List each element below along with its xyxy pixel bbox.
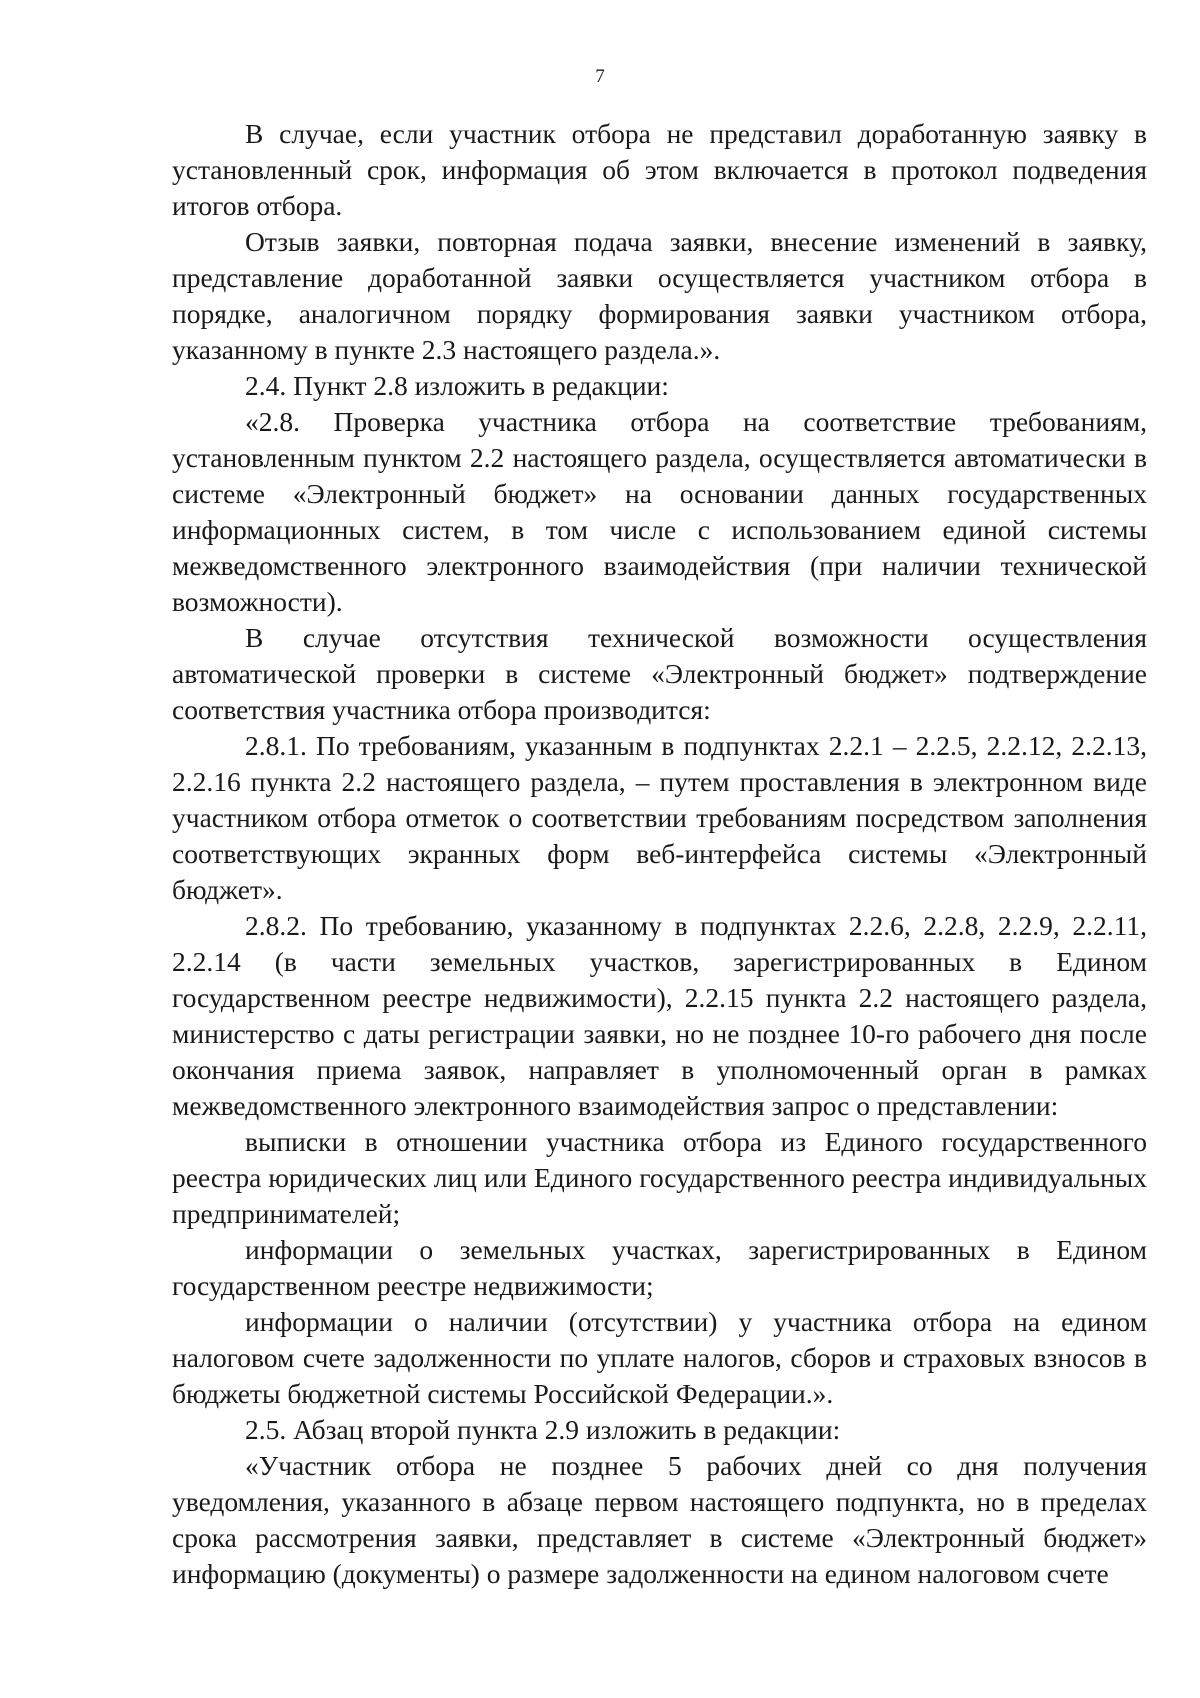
document-body [172,116,1147,1592]
paragraph: информации о земельных участках, зарегистрированных в Едином государственном реестре недвижимости; [172,1234,1147,1301]
paragraph: «Участник отбора не позднее 5 рабочих дней со дня получения уведомления, указанного в абзаце первом настоящего подпункта, но в пределах срока рассмотрения заявки, представляет в системе «Электронный бюджет» информацию (документы) о размере задолженности на едином налоговом счете [172,1450,1147,1589]
paragraph: В случае отсутствия технической возможности осуществления автоматической проверки в системе «Электронный бюджет» подтверждение соответствия участника отбора производится: [172,622,1147,725]
paragraph: 2.8.1. По требованиям, указанным в подпунктах 2.2.1 – 2.2.5, 2.2.12, 2.2.13, 2.2.16 пункта 2.2 настоящего раздела, – путем проставления в электронном виде участником отбора отметок о соответствии требованиям посредством заполнения соответствующих экранных форм веб-интерфейса системы «Электронный бюджет». [172,730,1147,905]
paragraph: 2.4. Пункт 2.8 изложить в редакции: [245,370,669,401]
paragraph: 2.8.2. По требованию, указанному в подпунктах 2.2.6, 2.2.8, 2.2.9, 2.2.11, 2.2.14 (в части земельных участков, зарегистрированных в Едином государственном реестре недвижимости), 2.2.15 пункта 2.2 настоящего раздела, министерство с даты регистрации заявки, но не позднее 10-го рабочего дня после окончания приема заявок, направляет в уполномоченный орган в рамках межведомственного электронного взаимодействия запрос о представлении: [172,910,1147,1121]
paragraph: выписки в отношении участника отбора из Единого государственного реестра юридических лиц или Единого государственного реестра индивидуальных предпринимателей; [172,1126,1147,1229]
page-number: 7 [595,66,605,87]
paragraph: Отзыв заявки, повторная подача заявки, внесение изменений в заявку, представление доработанной заявки осуществляется участником отбора в порядке, аналогичном порядку формирования заявки участником отбора, указанному в пункте 2.3 настоящего раздела.». [172,226,1147,365]
paragraph: В случае, если участник отбора не представил доработанную заявку в установленный срок, информация об этом включается в протокол подведения итогов отбора. [172,118,1147,221]
paragraph: информации о наличии (отсутствии) у участника отбора на едином налоговом счете задолженности по уплате налогов, сборов и страховых взносов в бюджеты бюджетной системы Российской Федерации.». [172,1306,1147,1409]
paragraph: 2.5. Абзац второй пункта 2.9 изложить в редакции: [245,1414,841,1445]
paragraph: «2.8. Проверка участника отбора на соответствие требованиям, установленным пунктом 2.2 настоящего раздела, осуществляется автоматически в системе «Электронный бюджет» на основании данных государственных информационных систем, в том числе с использованием единой системы межведомственного электронного взаимодействия (при наличии технической возможности). [172,406,1147,617]
